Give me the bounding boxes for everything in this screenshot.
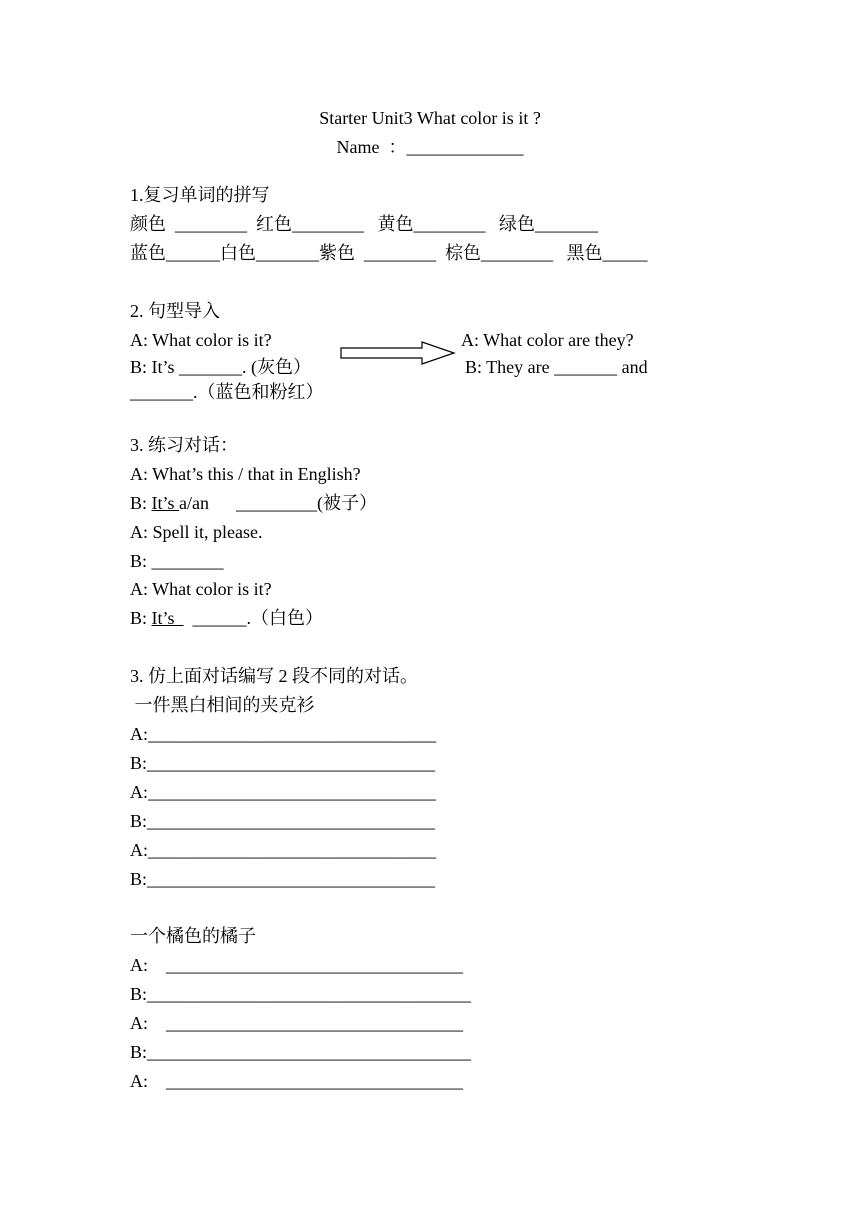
section1-heading: 1.复习单词的拼写 [130,185,270,205]
name-line: Name ：_____________ [336,137,524,157]
dialog1-line[interactable]: A:________________________________ [130,724,436,744]
section3-line5: A: What color is it? [130,579,272,599]
arrow-right-icon [338,340,456,366]
underlined-its: It’s [151,493,180,513]
section4-heading: 3. 仿上面对话编写 2 段不同的对话。 [130,666,418,686]
line-prefix: B: [130,608,152,628]
dialog1-line[interactable]: A:________________________________ [130,840,436,860]
section1-row1: 颜色 ________ 红色________ 黄色________ 绿色_______ [130,214,598,234]
line-prefix: B: [130,493,152,513]
section3-line6 [130,607,323,629]
section1-row2: 蓝色______白色_______紫色 ________ 棕色________ 黑色_____ [130,243,648,263]
dialog1-line[interactable]: B:________________________________ [130,811,436,831]
section3-line2 [130,492,377,514]
section4-subheading-orange: 一个橘色的橘子 [130,926,256,946]
section3-heading: 3. 练习对话： [130,435,238,455]
page-title: Starter Unit3 What color is it ? [319,108,541,128]
section2-left-question: A: What color is it? [130,330,272,350]
underlined-its: It’s [151,608,184,628]
section3-line3: A: Spell it, please. [130,522,263,542]
section2-heading: 2. 句型导入 [130,301,220,321]
section2-left-answer: B: It’s _______. (灰色） [130,357,312,377]
section2-continuation: _______.（蓝色和粉红） [130,382,324,402]
line-rest: a/an _________(被子） [179,493,378,513]
dialog2-line[interactable]: B:____________________________________ [130,984,472,1004]
section3-line1: A: What’s this / that in English? [130,464,361,484]
dialog2-line[interactable]: A: _________________________________ [130,1013,463,1033]
section4-subheading-jacket: 一件黑白相间的夹克衫 [130,695,315,715]
dialog1-line[interactable]: B:________________________________ [130,753,436,773]
dialog2-line[interactable]: A: _________________________________ [130,1071,463,1091]
line-rest: ______.（白色） [183,608,324,628]
dialog2-line[interactable]: B:____________________________________ [130,1042,472,1062]
dialog2-line[interactable]: A: _________________________________ [130,955,463,975]
section3-line4: B: ________ [130,551,224,571]
section2-right-question: A: What color are they? [461,330,634,350]
section2-right-answer: B: They are _______ and [465,357,648,377]
dialog1-line[interactable]: A:________________________________ [130,782,436,802]
dialog1-line[interactable]: B:________________________________ [130,869,436,889]
